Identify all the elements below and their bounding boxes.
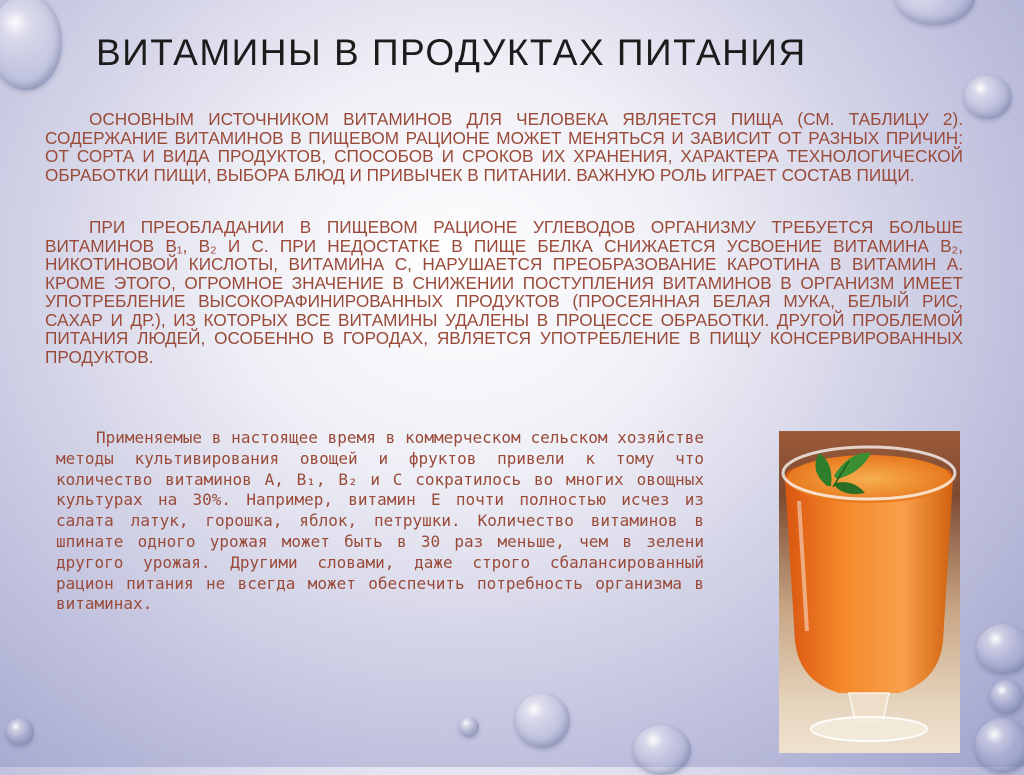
body-paragraph-1: ОСНОВНЫМ ИСТОЧНИКОМ ВИТАМИНОВ ДЛЯ ЧЕЛОВЕКА ЯВЛЯЕТСЯ ПИЩА (СМ. ТАБЛИЦУ 2). СОДЕРЖАНИЕ ВИТАМИНОВ В ПИЩЕВОМ РАЦИОНЕ МОЖЕТ МЕНЯТЬСЯ И ЗАВИСИТ ОТ РАЗНЫХ ПРИЧИН: ОТ СОРТА И ВИДА ПРОДУКТОВ, СПОСОБОВ И СРОКОВ ИХ ХРАНЕНИЯ, ХАРАКТЕРА ТЕХНОЛОГИЧЕСКОЙ ОБРАБОТКИ ПИЩИ, ВЫБОРА БЛЮД И ПРИВЫЧЕК В ПИТАНИИ. ВАЖНУЮ РОЛЬ ИГРАЕТ СОСТАВ ПИЩИ. <box>45 109 963 185</box>
water-drop-icon <box>633 725 691 775</box>
body-paragraph-3: Применяемые в настоящее время в коммерческом сельском хозяйстве методы культивирования овощей и фруктов привели к тому что количество витаминов А, В₁, В₂ и С сократилось во многих овощных культурах на 30%. Например, витамин Е почти полностью исчез из салата латук, горошка, яблок, петрушки. Количество витаминов в шпинате одного урожая может быть в 30 раз меньше, чем в зелени другого урожая. Другими словами, даже строго сбалансированный рацион питания не всегда может обеспечить потребность организма в витаминах. <box>56 428 704 614</box>
slide-title: ВИТАМИНЫ В ПРОДУКТАХ ПИТАНИЯ <box>96 32 807 73</box>
water-drop-icon <box>6 718 34 746</box>
juice-photo <box>779 431 960 753</box>
water-drop-icon <box>459 717 479 737</box>
water-drop-icon <box>515 693 570 748</box>
water-drop-icon <box>976 624 1024 674</box>
water-drop-icon <box>975 718 1024 773</box>
juice-foam <box>787 455 951 503</box>
juice-glass-illustration <box>779 431 960 753</box>
water-drop-icon <box>990 680 1024 714</box>
water-drop-icon <box>964 75 1012 119</box>
body-paragraph-2: ПРИ ПРЕОБЛАДАНИИ В ПИЩЕВОМ РАЦИОНЕ УГЛЕВОДОВ ОРГАНИЗМУ ТРЕБУЕТСЯ БОЛЬШЕ ВИТАМИНОВ В₁, В₂ И С. ПРИ НЕДОСТАТКЕ В ПИЩЕ БЕЛКА СНИЖАЕТСЯ УСВОЕНИЕ ВИТАМИНА В₂, НИКОТИНОВОЙ КИСЛОТЫ, ВИТАМИНА С, НАРУШАЕТСЯ ПРЕОБРАЗОВАНИЕ КАРОТИНА В ВИТАМИН А. КРОМЕ ЭТОГО, ОГРОМНОЕ ЗНАЧЕНИЕ В СНИЖЕНИИ ПОСТУПЛЕНИЯ ВИТАМИНОВ В ОРГАНИЗМ ИМЕЕТ УПОТРЕБЛЕНИЕ ВЫСОКОРАФИНИРОВАННЫХ ПРОДУКТОВ (ПРОСЕЯННАЯ БЕЛАЯ МУКА, БЕЛЫЙ РИС, САХАР И ДР.), ИЗ КОТОРЫХ ВСЕ ВИТАМИНЫ УДАЛЕНЫ В ПРОЦЕССЕ ОБРАБОТКИ. ДРУГОЙ ПРОБЛЕМОЙ ПИТАНИЯ ЛЮДЕЙ, ОСОБЕННО В ГОРОДАХ, ЯВЛЯЕТСЯ УПОТРЕБЛЕНИЕ В ПИЩУ КОНСЕРВИРОВАННЫХ ПРОДУКТОВ. <box>45 217 963 367</box>
